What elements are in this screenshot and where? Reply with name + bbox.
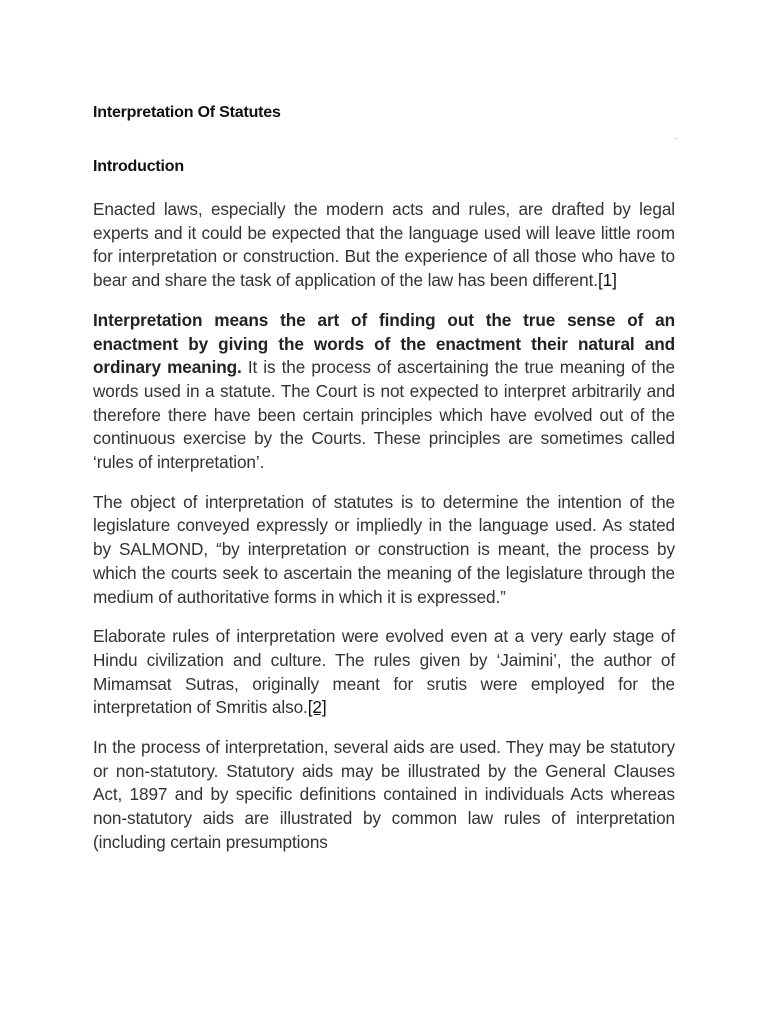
paragraph-1	[93, 198, 675, 293]
stray-mark	[676, 138, 677, 139]
paragraph-4	[93, 625, 675, 720]
paragraph-4-text: Elaborate rules of interpretation were evolved even at a very early stage of Hindu civilization and culture. The rules given by ‘Jaimini’, the author of Mimamsat Sutras, originally meant for srutis were employed for the interpretation of Smritis also.	[93, 626, 675, 718]
paragraph-3	[93, 491, 675, 610]
footnote-ref-1[interactable]: [1]	[597, 270, 617, 291]
paragraph-3-text: The object of interpretation of statutes is to determine the intention of the legislature conveyed expressly or impliedly in the language used. As stated by SALMOND, “by interpretation or construction is meant, the process by which the courts seek to ascertain the meaning of the legislature through the medium of authoritative forms in which it is expressed.”	[93, 491, 675, 607]
paragraph-2	[93, 309, 675, 475]
paragraph-2-text: It is the process of ascertaining the true meaning of the words used in a statute. The Court is not expected to interpret arbitrarily and therefore there have been certain principles which have evolved out of the continuous exercise by the Courts. These principles are sometimes called ‘rules of interpretation’.	[93, 357, 675, 473]
document-title: Interpretation Of Statutes	[93, 104, 281, 121]
document-body	[93, 198, 675, 871]
paragraph-5	[93, 736, 675, 855]
section-heading: Introduction	[93, 158, 184, 175]
paragraph-5-text: In the process of interpretation, several aids are used. They may be statutory or non-statutory. Statutory aids may be illustrated by the General Clauses Act, 1897 and by specific definitions contained in individuals Acts whereas non-statutory aids are illustrated by common law rules of interpretation (including certain presumptions	[93, 737, 675, 852]
paragraph-1-text: Enacted laws, especially the modern acts and rules, are drafted by legal experts and it could be expected that the language used will leave little room for interpretation or construction. But the experience of all those who have to bear and share the task of application of the law has been different.	[93, 199, 675, 291]
footnote-ref-2[interactable]: [2]	[307, 697, 327, 718]
definition-bold-text: Interpretation means the art of finding out the true sense of an enactment by giving the words of the enactment their natural and ordinary meaning.	[93, 309, 675, 378]
